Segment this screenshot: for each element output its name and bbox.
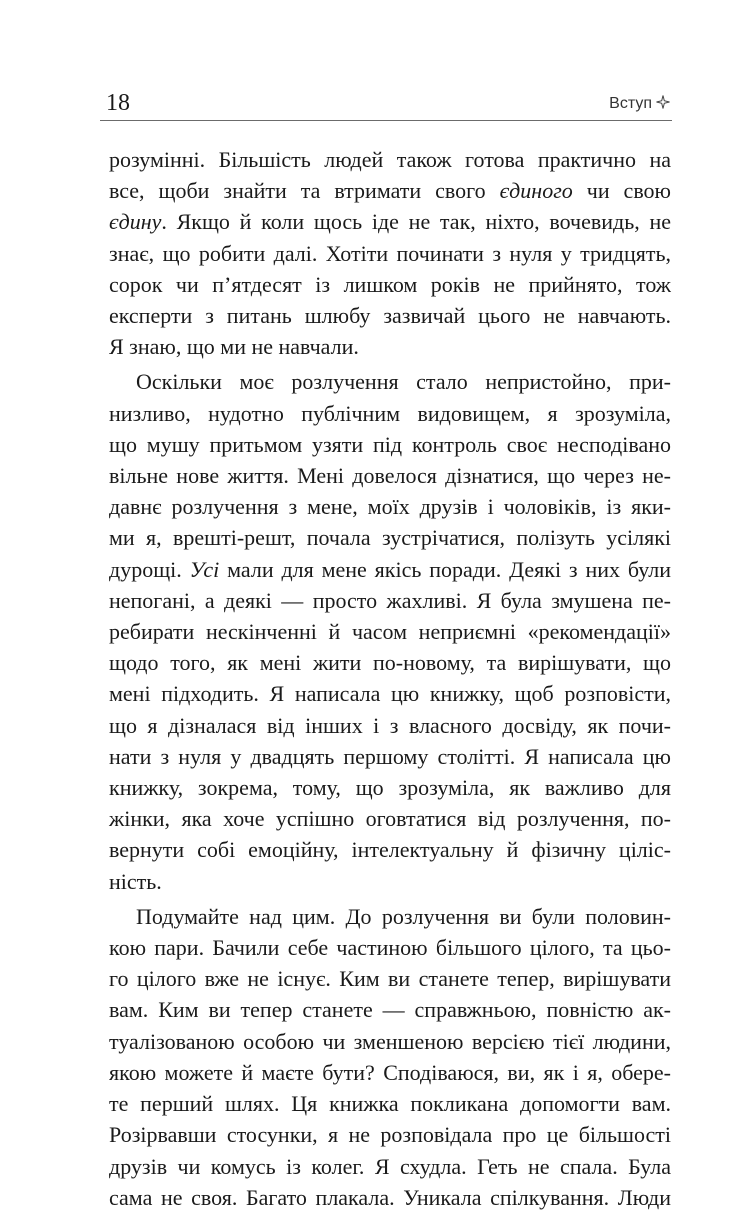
text-run: кою пари. Бачили себе частиною більшого цілого, та цьо- [109,935,671,961]
text-run: те перший шлях. Ця книжка покликана допомогти вам. [109,1091,671,1117]
text-run: низливо, нудотно публічним видовищем, я зрозуміла, [109,400,671,426]
text-run: якою можете й маєте бути? Сподіваюся, ви, як і я, обере- [109,1059,671,1085]
text-run: сорок чи п’ятдесят із лишком років не прийнято, тож [109,271,671,297]
text-run: сама не своя. Багато плакала. Уникала спілкування. Люди [109,1184,671,1210]
italic-text: єдину [109,209,162,235]
paragraph [109,144,671,362]
text-line [109,994,671,1025]
text-line [109,772,671,803]
running-head-title: Вступ [609,95,652,112]
text-line [109,1182,671,1213]
text-run: . Якщо й коли щось іде не так, ніхто, вочевидь, не [161,209,671,235]
text-run: нати з нуля у двадцять першому столітті. Я написала цю [109,743,671,769]
italic-text: Усі [189,556,220,582]
paragraph [109,366,671,896]
text-line [109,901,671,932]
text-run: ми я, врешті-решт, почала зустрічатися, полізуть усілякі [109,525,671,551]
text-run: Я знаю, що ми не навчали. [109,334,359,360]
body-text [109,144,671,1213]
text-line [109,1151,671,1182]
text-run: вільне нове життя. Мені довелося дізнатися, що через не- [109,463,671,489]
text-line [109,398,671,429]
text-line [109,554,671,585]
text-run: го цілого вже не існує. Ким ви станете тепер, вирішувати [109,966,671,992]
text-run: непогані, а деякі — просто жахливі. Я була змушена пе- [109,587,671,613]
text-run: ребирати нескінченні й часом неприємні «рекомендації» [109,619,671,645]
text-run: вернути собі емоційну, інтелектуальну й фізичну ціліс- [109,837,671,863]
text-line [109,932,671,963]
text-line [109,866,671,897]
text-line [109,741,671,772]
text-line [109,963,671,994]
page-number: 18 [106,90,130,116]
text-line [109,269,671,300]
text-run: ність. [109,868,162,894]
text-line [109,144,671,175]
text-run: знає, що робити далі. Хотіти починати з нуля у тридцять, [109,240,671,266]
text-run: що я дізналася від інших і з власного досвіду, як почи- [109,712,671,738]
text-line [109,175,671,206]
text-line [109,331,671,362]
text-line [109,585,671,616]
text-run: жінки, яка хоче успішно оговтатися від розлучення, по- [109,806,671,832]
text-line [109,206,671,237]
text-run: розумінні. Більшість людей також готова практично на [109,147,671,172]
text-line [109,616,671,647]
text-line [109,460,671,491]
text-run: експерти з питань шлюбу зазвичай цього не навчають. [109,303,671,329]
text-line [109,647,671,678]
four-point-star-icon [656,94,670,114]
text-run: що мушу притьмом узяти під контроль своє несподівано [109,431,671,457]
page-header [100,88,672,121]
text-line [109,1026,671,1057]
text-run: чи свою [572,178,671,204]
text-run: давнє розлучення з мене, моїх друзів і чоловіків, із яки- [109,494,671,520]
text-run: Розірвавши стосунки, я не розповідала про це більшості [109,1122,671,1148]
text-line [109,300,671,331]
text-line [109,1057,671,1088]
text-line [109,238,671,269]
text-run: Оскільки моє розлучення стало непристойно, при- [136,369,671,395]
text-run: вам. Ким ви тепер станете — справжньою, повністю ак- [109,997,671,1023]
running-head [609,94,670,114]
text-line [109,429,671,460]
text-line [109,491,671,522]
text-run: мені підходить. Я написала цю книжку, щоб розповісти, [109,681,671,707]
text-run: мали для мене якісь поради. Деякі з них були [219,556,672,582]
text-line [109,522,671,553]
text-line [109,366,671,397]
text-run: Подумайте над цим. До розлучення ви були половин- [136,903,671,929]
text-line [109,710,671,741]
text-line [109,1088,671,1119]
text-line [109,1119,671,1150]
italic-text: єдиного [499,178,573,204]
text-run: все, щоби знайти та втримати свого [109,178,500,204]
text-line [109,678,671,709]
text-line [109,803,671,834]
text-run: дурощі. [109,556,190,582]
text-line [109,834,671,865]
text-run: друзів чи комусь із колег. Я схудла. Геть не спала. Була [109,1153,671,1179]
text-run: туалізованою особою чи зменшеною версією тієї людини, [109,1028,671,1054]
text-run: книжку, зокрема, тому, що зрозуміла, як важливо для [109,775,671,801]
paragraph [109,901,671,1213]
text-run: щодо того, як мені жити по-новому, та вирішувати, що [109,650,671,676]
